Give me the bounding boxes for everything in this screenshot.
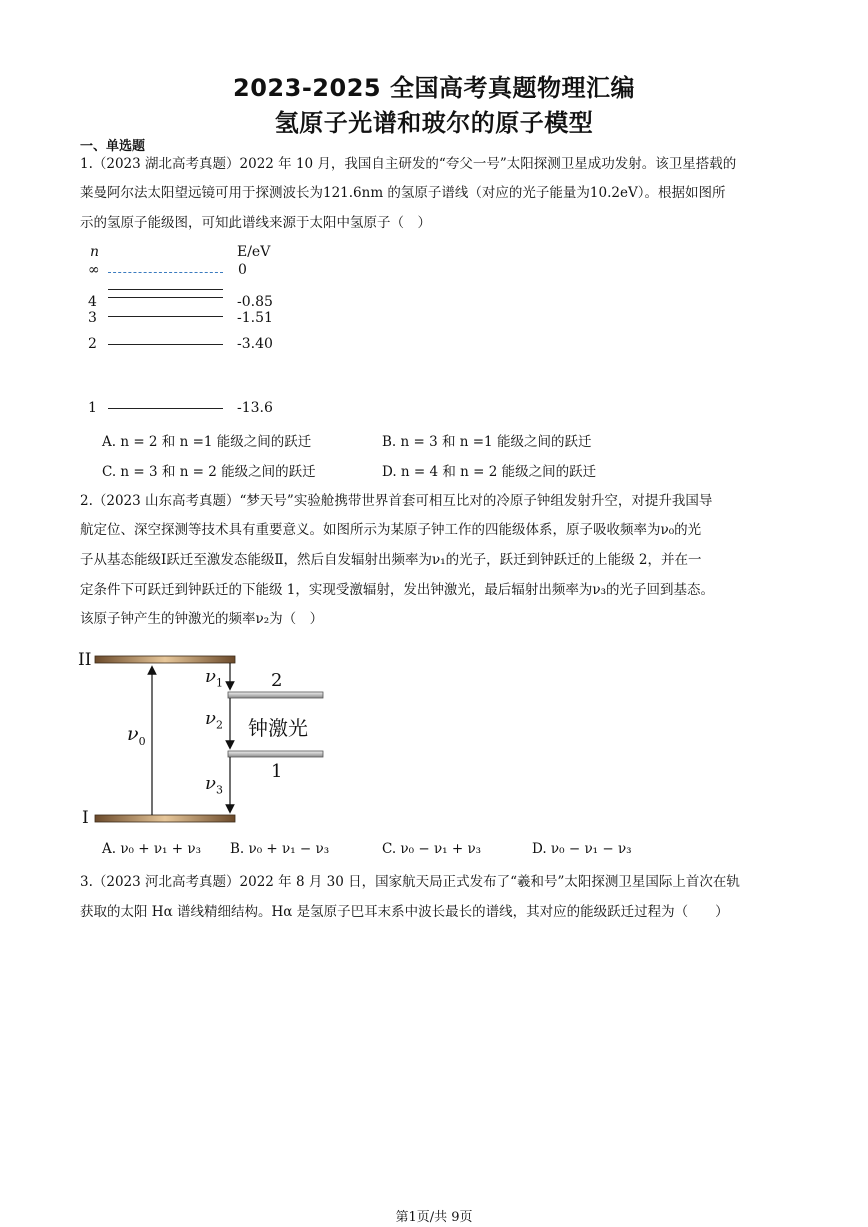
level-n-2: 2 (88, 336, 97, 352)
q2-text-line3: 子从基态能级Ⅰ跃迁至激发态能级Ⅱ，然后自发辐射出频率为ν₁的光子，跃迁到钟跃迁的上能级 2，并在一 (80, 552, 702, 568)
level-1-label: 1 (271, 761, 283, 782)
q2-text-line5: 该原子钟产生的钟激光的频率ν₂为（ ） (80, 611, 324, 627)
level-II-label: II (78, 650, 92, 670)
level-e-3: -1.51 (237, 310, 273, 326)
level-e-4: -0.85 (237, 294, 273, 310)
level-line-inf (108, 272, 223, 273)
q1-text-line2: 莱曼阿尔法太阳望远镜可用于探测波长为121.6nm 的氢原子谱线（对应的光子能量为10.2eV）。根据如图所 (80, 185, 726, 201)
level-e-1: -13.6 (237, 400, 273, 416)
level-n-1: 1 (88, 400, 97, 416)
n-axis-label: n (90, 244, 100, 260)
q2-option-d[interactable]: D. ν₀ − ν₁ − ν₃ (532, 841, 632, 857)
level-2-label: 2 (271, 670, 283, 691)
energy-axis-label: E/eV (237, 244, 271, 260)
q2-text-line1: 2.（2023 山东高考真题）“梦天号”实验舱携带世界首套可相互比对的冷原子钟组发射升空，对提升我国导 (80, 493, 713, 509)
page-footer: 第1页/共 9页 (395, 1210, 473, 1225)
level-line-1 (108, 408, 223, 409)
level-2-bar (228, 692, 323, 698)
q2-option-b[interactable]: B. ν₀ + ν₁ − ν₃ (230, 841, 330, 857)
level-1-bar (228, 751, 323, 757)
q1-option-d[interactable]: D. n = 4 和 n = 2 能级之间的跃迁 (382, 464, 597, 480)
level-I-bar (95, 815, 235, 822)
level-line-2 (108, 344, 223, 345)
q2-option-a[interactable]: A. ν₀ + ν₁ + ν₃ (102, 841, 201, 857)
q2-option-c[interactable]: C. ν₀ − ν₁ + ν₃ (382, 841, 482, 857)
level-line-3 (108, 316, 223, 317)
energy-level-diagram (80, 240, 320, 420)
q2-text-line4: 定条件下可跃迁到钟跃迁的下能级 1，实现受激辐射，发出钟激光，最后辐射出频率为ν₃的光子回到基态。 (80, 582, 714, 598)
q1-text-line1: 1.（2023 湖北高考真题）2022 年 10 月，我国自主研发的“夸父一号”太阳探测卫星成功发射。该卫星搭载的 (80, 156, 737, 172)
atomic-clock-diagram (80, 648, 330, 828)
section-heading: 一、单选题 (80, 139, 146, 154)
page-subtitle: 氢原子光谱和玻尔的原子模型 (274, 109, 594, 137)
level-I-label: I (82, 808, 89, 828)
q1-option-b[interactable]: B. n = 3 和 n =1 能级之间的跃迁 (382, 434, 592, 450)
nu0-label: $\nu_0$ (127, 723, 146, 748)
clock-laser-label: 钟激光 (248, 716, 308, 740)
level-II-bar (95, 656, 235, 663)
nu3-label: $\nu_3$ (205, 773, 223, 797)
q3-text-line2: 获取的太阳 Hα 谱线精细结构。Hα 是氢原子巴耳末系中波长最长的谱线，其对应的能级跃迁过程为（ ） (80, 904, 729, 920)
level-e-2: -3.40 (237, 336, 273, 352)
q3-text-line1: 3.（2023 河北高考真题）2022 年 8 月 30 日，国家航天局正式发布了“羲和号”太阳探测卫星国际上首次在轨 (80, 874, 740, 890)
level-n-inf: ∞ (88, 262, 100, 278)
level-n-4: 4 (88, 294, 97, 310)
q1-option-c[interactable]: C. n = 3 和 n = 2 能级之间的跃迁 (102, 464, 316, 480)
page-title: 2023-2025 全国高考真题物理汇编 (233, 74, 635, 102)
q2-text-line2: 航定位、深空探测等技术具有重要意义。如图所示为某原子钟工作的四能级体系，原子吸收频率为ν₀的光 (80, 522, 702, 538)
level-e-inf: 0 (238, 262, 247, 278)
q1-text-line3: 示的氢原子能级图，可知此谱线来源于太阳中氢原子（ ） (80, 215, 431, 231)
level-n-3: 3 (88, 310, 97, 326)
q1-option-a[interactable]: A. n = 2 和 n =1 能级之间的跃迁 (102, 434, 312, 450)
level-line-high (108, 289, 223, 290)
level-line-4 (108, 297, 223, 298)
nu1-label: $\nu_1$ (205, 666, 223, 690)
nu2-label: $\nu_2$ (205, 708, 223, 732)
